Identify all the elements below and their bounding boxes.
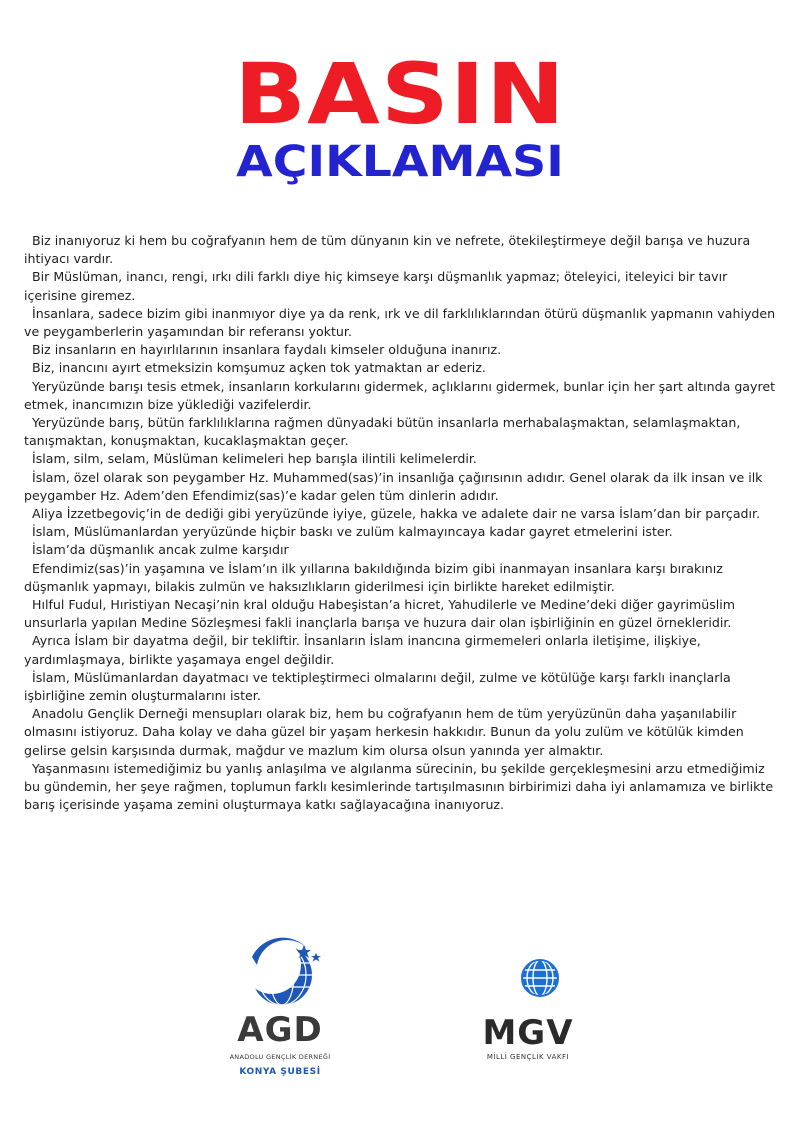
paragraph: Bir Müslüman, inancı, rengi, ırkı dili farklı diye hiç kimseye karşı düşmanlık yapmaz; öteleyici, iteleyici bir tavır içerisine giremez. (24, 269, 728, 303)
paragraph: Ayrıca İslam bir dayatma değil, bir tekliftir. İnsanların İslam inancına girmemeleri onlarla iletişime, ilişkiye, yardımlaşmaya, birlikte yaşamaya engel değildir. (24, 633, 701, 667)
title-aciklamasi: AÇIKLAMASI (236, 137, 564, 187)
paragraph: Biz inanıyoruz ki hem bu coğrafyanın hem de tüm dünyanın kin ve nefrete, ötekileştirmeye değil barışa ve huzura ihtiyacı vardır. (24, 233, 751, 267)
statement-body (24, 232, 780, 815)
mgv-full-name: MİLLİ GENÇLİK VAKFI (486, 1053, 570, 1061)
paragraph: Efendimiz(sas)’in yaşamına ve İslam’ın ilk yıllarına bakıldığında bizim gibi inanmayan insanlara karşı bırakınız düşmanlık yapmayı, bilakis zulmün ve haksızlıkların giderilmesi için birlikte hareket edilmiştir. (24, 560, 723, 594)
paragraph: Yaşanmasını istemediğimiz bu yanlış anlaşılma ve algılanma sürecinin, bu şekilde gerçekleşmesini arzu etmediğimiz bu gündemin, her şeye rağmen, toplumun farklı kesimlerinde tartışılmasının birbirimizi daha iyi anlamamıza ve birlikte barış içerisinde yaşama zemini oluşturmaya katkı sağlayacağına inanıyoruz. (24, 760, 774, 813)
logos-footer (0, 935, 800, 1095)
paragraph: Hılful Fudul, Hıristiyan Necaşi’nin kral olduğu Habeşistan’a hicret, Yahudilerle ve Medine’deki diğer gayrimüslim unsurlarla yapılan Medine Sözleşmesi fakli inançlarla barışa ve huzura dair olan işbirliğinin en güzel örnekleridir. (24, 597, 736, 631)
agd-full-name: ANADOLU GENÇLİK DERNEĞİ (229, 1053, 331, 1061)
paragraph: Biz, inancını ayırt etmeksizin komşumuz açken tok yatmaktan ar ederiz. (32, 360, 486, 376)
agd-globe-icon (212, 935, 348, 1011)
paragraph: İslam’da düşmanlık ancak zulme karşıdır (32, 542, 289, 558)
paragraph: Biz insanların en hayırlılarının insanlara faydalı kimseler olduğuna inanırız. (32, 342, 502, 358)
agd-abbr: AGD (237, 1010, 323, 1050)
agd-branch: KONYA ŞUBESİ (239, 1067, 321, 1077)
paragraph: Yeryüzünde barış, bütün farklılıklarına rağmen dünyadaki bütün insanlarla merhabalaşmaktan, selamlaşmaktan, tanışmaktan, konuşmaktan, kucaklaşmaktan geçer. (24, 415, 741, 449)
title-basin: BASIN (234, 45, 566, 143)
paragraph: İslam, Müslümanlardan dayatmacı ve tektipleştirmeci olmalarını değil, zulme ve kötülüğe karşı farklı inançlarla işbirliğine zemin oluşturmalarını ister. (24, 669, 731, 704)
press-release-header (0, 45, 800, 187)
paragraph: Aliya İzzetbegoviç’in de dediği gibi yeryüzünde iyiye, güzele, hakka ve adalete dair ne varsa İslam’dan bir parçadır. (32, 506, 761, 522)
paragraph: İnsanlara, sadece bizim gibi inanmıyor diye ya da renk, ırk ve dil farklılıklarından ötürü düşmanlık yapmanın vahiyden ve peygamberlerin yaşamından bir referansı yoktur. (24, 305, 776, 340)
agd-logo (212, 935, 348, 1095)
paragraph: İslam, silm, selam, Müslüman kelimeleri hep barışla ilintili kelimelerdir. (32, 451, 477, 467)
paragraph: İslam, özel olarak son peygamber Hz. Muhammed(sas)’in insanlığa çağırısının adıdır. Genel olarak da ilk insan ve ilk peygamber Hz. Adem’den Efendimiz(sas)’e kadar gelen tüm dinlerin adıdır. (24, 469, 763, 503)
paragraph: Yeryüzünde barışı tesis etmek, insanların korkularını gidermek, açlıklarını gidermek, bunlar için her şart altında gayret etmek, inancımızın bize yüklediği vazifelerdir. (24, 378, 776, 412)
mgv-abbr: MGV (482, 1013, 574, 1053)
paragraph: İslam, Müslümanlardan yeryüzünde hiçbir baskı ve zulüm kalmayıncaya kadar gayret etmelerini ister. (32, 524, 673, 540)
mgv-logo (460, 940, 596, 1090)
mgv-globe-icon (460, 940, 596, 1012)
paragraph: Anadolu Gençlik Derneği mensupları olarak biz, hem bu coğrafyanın hem de tüm yeryüzünün daha yaşanılabilir olmasını istiyoruz. Daha kolay ve daha güzel bir yaşam herkesin hakkıdır. Bunun da yolu zulüm ve kötülük kimden gelirse gelsin karşısında durmak, mağdur ve mazlum kim olursa olsun yanında yer almaktır. (24, 706, 744, 758)
